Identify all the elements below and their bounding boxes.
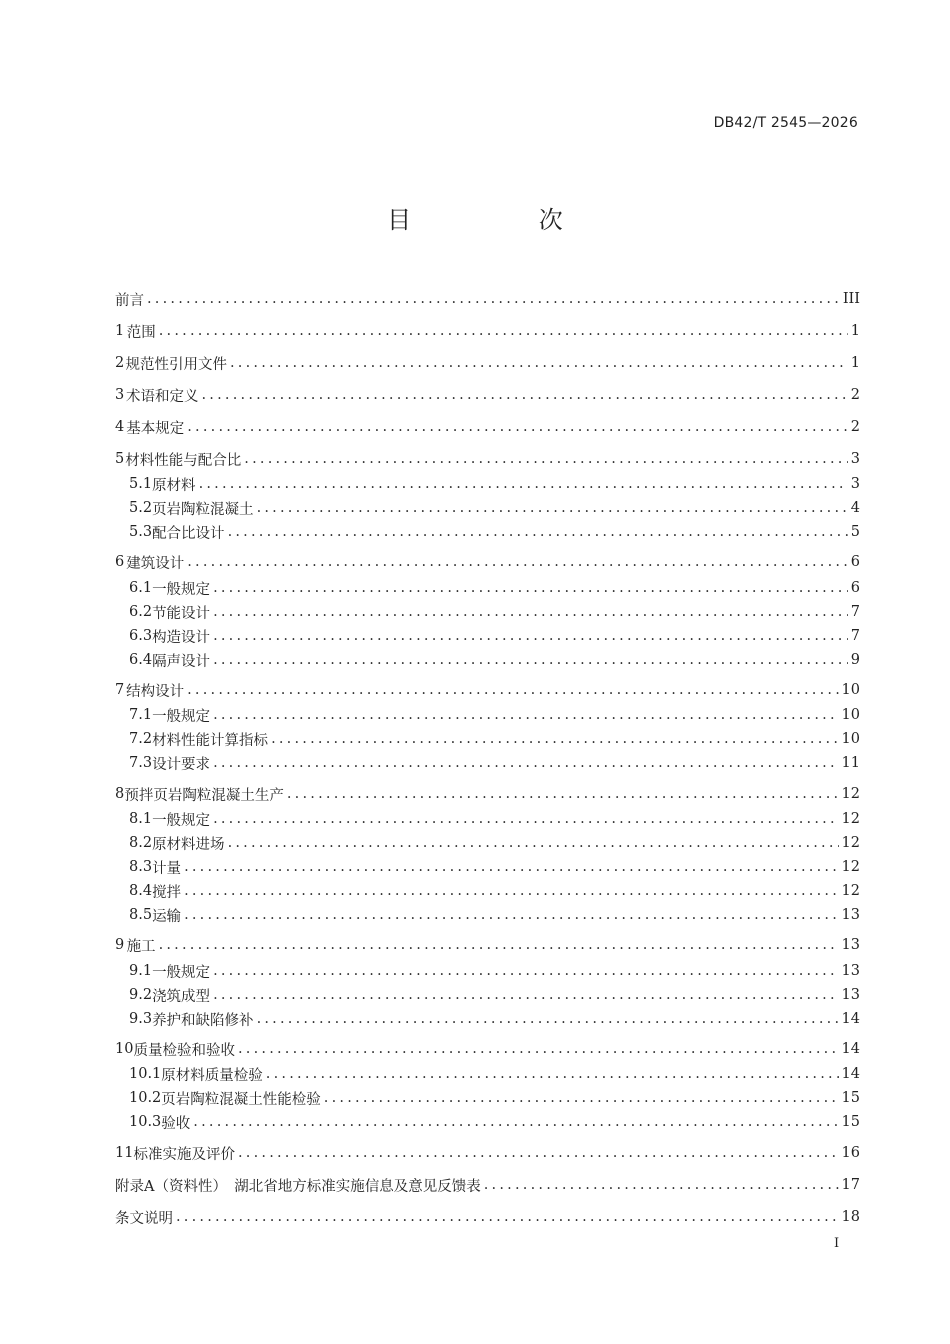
toc-leader-dots xyxy=(213,580,848,596)
toc-entry-number: 3 xyxy=(115,387,125,403)
toc-entry[interactable] xyxy=(115,416,860,438)
toc-entry-number: 2 xyxy=(115,355,125,371)
toc-entry-number: 1 xyxy=(115,323,125,339)
toc-entry-number: 5.2 xyxy=(129,500,153,516)
toc-entry-label: 原材料 xyxy=(152,477,196,494)
toc-entry[interactable] xyxy=(115,752,860,774)
toc-leader-dots xyxy=(213,811,838,827)
toc-entry-page: 7 xyxy=(850,604,860,620)
toc-leader-dots xyxy=(213,707,838,723)
toc-entry[interactable] xyxy=(115,551,860,573)
toc-entry[interactable] xyxy=(115,1111,860,1133)
toc-entry-label: 计量 xyxy=(152,860,182,877)
toc-entry[interactable] xyxy=(115,856,860,878)
toc-leader-dots xyxy=(266,1066,839,1082)
toc-entry[interactable] xyxy=(115,384,860,406)
toc-leader-dots xyxy=(184,883,838,899)
toc-entry-page: 11 xyxy=(841,755,860,771)
toc-entry-number: 8.2 xyxy=(129,835,153,851)
toc-entry-number: 10.1 xyxy=(129,1066,162,1082)
toc-entry-label: 预拌页岩陶粒混凝土生产 xyxy=(124,787,284,804)
toc-entry-number: 8.4 xyxy=(129,883,153,899)
toc-entry-page: 1 xyxy=(850,323,860,339)
toc-entry-number: 6.3 xyxy=(129,628,153,644)
toc-entry-page: 2 xyxy=(850,419,860,435)
toc-leader-dots xyxy=(159,937,839,953)
toc-leader-dots xyxy=(238,1145,839,1161)
toc-leader-dots xyxy=(193,1114,838,1130)
toc-leader-dots xyxy=(213,755,838,771)
toc-entry-label: 浇筑成型 xyxy=(152,988,211,1005)
toc-entry-page: 15 xyxy=(841,1114,860,1130)
toc-entry-label: 一般规定 xyxy=(152,581,211,598)
toc-entry-page: 12 xyxy=(841,835,860,851)
toc-entry-label: 结构设计 xyxy=(126,683,185,700)
toc-entry-number: 5.1 xyxy=(129,476,153,492)
toc-leader-dots xyxy=(159,323,848,339)
page-number: I xyxy=(834,1236,840,1251)
toc-entry[interactable] xyxy=(115,704,860,726)
toc-leader-dots xyxy=(484,1177,839,1193)
toc-entry-label: 质量检验和验收 xyxy=(133,1042,235,1059)
toc-entry-label: 原材料质量检验 xyxy=(161,1067,263,1084)
toc-leader-dots xyxy=(184,859,838,875)
page-title: 目 次 xyxy=(387,206,623,234)
toc-entry-page: 18 xyxy=(841,1209,860,1225)
toc-entry-label: 隔声设计 xyxy=(152,653,211,670)
toc-leader-dots xyxy=(228,835,839,851)
toc-entry-number: 6 xyxy=(115,554,125,570)
toc-entry[interactable] xyxy=(115,1142,860,1164)
toc-leader-dots xyxy=(257,1011,839,1027)
toc-entry-label: 基本规定 xyxy=(126,420,185,437)
toc-leader-dots xyxy=(184,907,838,923)
toc-entry-page: 6 xyxy=(850,554,860,570)
toc-entry-number: 9.2 xyxy=(129,987,153,1003)
toc-leader-dots xyxy=(228,524,848,540)
toc-entry-page: 3 xyxy=(850,451,860,467)
toc-leader-dots xyxy=(187,682,838,698)
toc-entry-label: 验收 xyxy=(161,1115,191,1132)
toc-entry-page: 13 xyxy=(841,937,860,953)
toc-entry-label: 一般规定 xyxy=(152,812,211,829)
toc-entry-number: 8.5 xyxy=(129,907,153,923)
toc-entry-page: 5 xyxy=(850,524,860,540)
toc-entry-page: 16 xyxy=(841,1145,860,1161)
toc-leader-dots xyxy=(199,476,848,492)
toc-entry-page: 12 xyxy=(841,811,860,827)
toc-entry-page: 15 xyxy=(841,1090,860,1106)
toc-entry[interactable] xyxy=(115,497,860,519)
toc-entry[interactable] xyxy=(115,934,860,956)
toc-leader-dots xyxy=(287,786,839,802)
toc-entry-page: 17 xyxy=(841,1177,860,1193)
toc-entry[interactable] xyxy=(115,625,860,647)
toc-entry-label: 配合比设计 xyxy=(152,525,225,542)
toc-leader-dots xyxy=(213,652,848,668)
toc-entry-label: 材料性能与配合比 xyxy=(125,452,242,469)
toc-entry[interactable] xyxy=(115,904,860,926)
toc-entry[interactable] xyxy=(115,1063,860,1085)
toc-entry[interactable] xyxy=(115,960,860,982)
toc-entry-label: 构造设计 xyxy=(152,629,211,646)
toc-leader-dots xyxy=(238,1041,839,1057)
toc-leader-dots xyxy=(324,1090,839,1106)
toc-entry-page: 14 xyxy=(841,1011,860,1027)
toc-entry[interactable] xyxy=(115,320,860,342)
toc-entry[interactable] xyxy=(115,679,860,701)
toc-entry-label: 运输 xyxy=(152,908,182,925)
toc-entry-number: 8.1 xyxy=(129,811,153,827)
toc-entry-label: 标准实施及评价 xyxy=(133,1146,235,1163)
toc-entry-label: 规范性引用文件 xyxy=(125,356,227,373)
toc-entry[interactable] xyxy=(115,601,860,623)
toc-entry-page: III xyxy=(842,291,860,307)
toc-entry-label: 范围 xyxy=(126,324,156,341)
toc-entry[interactable] xyxy=(115,521,860,543)
toc-entry-label: 建筑设计 xyxy=(126,555,185,572)
toc-entry[interactable] xyxy=(115,1038,860,1060)
toc-entry-number: 6.2 xyxy=(129,604,153,620)
toc-entry[interactable] xyxy=(115,832,860,854)
toc-leader-dots xyxy=(187,419,848,435)
toc-entry[interactable] xyxy=(115,728,860,750)
toc-entry-number: 10.2 xyxy=(129,1090,162,1106)
toc-leader-dots xyxy=(257,500,848,516)
toc-entry-page: 10 xyxy=(841,682,860,698)
toc-entry-page: 1 xyxy=(850,355,860,371)
toc-entry[interactable] xyxy=(115,783,860,805)
toc-entry-number: 5.3 xyxy=(129,524,153,540)
toc-entry[interactable] xyxy=(115,473,860,495)
toc-entry[interactable] xyxy=(115,288,860,310)
toc-entry-number: 7.2 xyxy=(129,731,153,747)
toc-entry-page: 13 xyxy=(841,987,860,1003)
toc-leader-dots xyxy=(213,604,848,620)
toc-leader-dots xyxy=(187,554,848,570)
toc-entry-page: 7 xyxy=(850,628,860,644)
toc-entry[interactable] xyxy=(115,352,860,374)
toc-entry-label: 搅拌 xyxy=(152,884,182,901)
toc-entry[interactable] xyxy=(115,984,860,1006)
standard-code: DB42/T 2545—2026 xyxy=(713,115,858,131)
toc-leader-dots xyxy=(244,451,848,467)
toc-leader-dots xyxy=(213,987,838,1003)
toc-entry[interactable] xyxy=(115,577,860,599)
toc-entry[interactable] xyxy=(115,448,860,470)
toc-entry-page: 4 xyxy=(850,500,860,516)
toc-entry-number: 8 xyxy=(115,786,125,802)
toc-entry-number: 11 xyxy=(115,1145,134,1161)
toc-leader-dots xyxy=(147,291,840,307)
toc-entry-page: 12 xyxy=(841,859,860,875)
toc-entry-page: 10 xyxy=(841,731,860,747)
toc-leader-dots xyxy=(201,387,847,403)
toc-entry[interactable] xyxy=(115,808,860,830)
toc-leader-dots xyxy=(271,731,838,747)
toc-entry-number: 9.3 xyxy=(129,1011,153,1027)
toc-entry-label: 设计要求 xyxy=(152,756,211,773)
toc-entry-page: 10 xyxy=(841,707,860,723)
toc-entry-number: 8.3 xyxy=(129,859,153,875)
toc-entry-number: 6.1 xyxy=(129,580,153,596)
toc-entry-label: 原材料进场 xyxy=(152,836,225,853)
toc-leader-dots xyxy=(213,628,848,644)
toc-entry-number: 7.1 xyxy=(129,707,153,723)
toc-entry[interactable] xyxy=(115,1008,860,1030)
toc-entry-page: 12 xyxy=(841,883,860,899)
toc-leader-dots xyxy=(230,355,848,371)
toc-entry-label: 附录A（资料性） 湖北省地方标准实施信息及意见反馈表 xyxy=(115,1178,481,1195)
toc-entry-page: 3 xyxy=(850,476,860,492)
toc-entry-page: 14 xyxy=(841,1066,860,1082)
toc-entry-label: 施工 xyxy=(126,938,156,955)
toc-entry-label: 一般规定 xyxy=(152,964,211,981)
toc-entry-page: 2 xyxy=(850,387,860,403)
toc-entry-number: 7 xyxy=(115,682,125,698)
toc-entry-number: 7.3 xyxy=(129,755,153,771)
toc-entry[interactable] xyxy=(115,649,860,671)
toc-entry-label: 术语和定义 xyxy=(125,388,199,405)
toc-entry-number: 10 xyxy=(115,1041,134,1057)
toc-entry-page: 13 xyxy=(841,963,860,979)
toc-entry-page: 14 xyxy=(841,1041,860,1057)
toc-entry-label: 节能设计 xyxy=(152,605,211,622)
toc-entry-label: 材料性能计算指标 xyxy=(152,732,269,749)
toc-entry[interactable] xyxy=(115,880,860,902)
toc-entry-number: 9 xyxy=(115,937,125,953)
toc-entry-number: 4 xyxy=(115,419,125,435)
toc-entry-label: 页岩陶粒混凝土性能检验 xyxy=(161,1091,321,1108)
toc-entry-number: 6.4 xyxy=(129,652,153,668)
toc-entry-label: 一般规定 xyxy=(152,708,211,725)
toc-entry-number: 5 xyxy=(115,451,125,467)
toc-entry-page: 9 xyxy=(850,652,860,668)
toc-leader-dots xyxy=(213,963,838,979)
toc-entry[interactable] xyxy=(115,1206,860,1228)
toc-entry-number: 10.3 xyxy=(129,1114,162,1130)
toc-entry-page: 13 xyxy=(841,907,860,923)
toc-entry-page: 12 xyxy=(841,786,860,802)
toc-entry-label: 页岩陶粒混凝土 xyxy=(152,501,254,518)
toc-entry[interactable] xyxy=(115,1174,860,1196)
toc-entry-label: 条文说明 xyxy=(115,1210,173,1227)
toc-entry-label: 养护和缺陷修补 xyxy=(152,1012,254,1029)
toc-entry-page: 6 xyxy=(850,580,860,596)
toc-leader-dots xyxy=(176,1209,839,1225)
toc-entry-label: 前言 xyxy=(115,292,144,309)
toc-entry-number: 9.1 xyxy=(129,963,153,979)
toc-entry[interactable] xyxy=(115,1087,860,1109)
